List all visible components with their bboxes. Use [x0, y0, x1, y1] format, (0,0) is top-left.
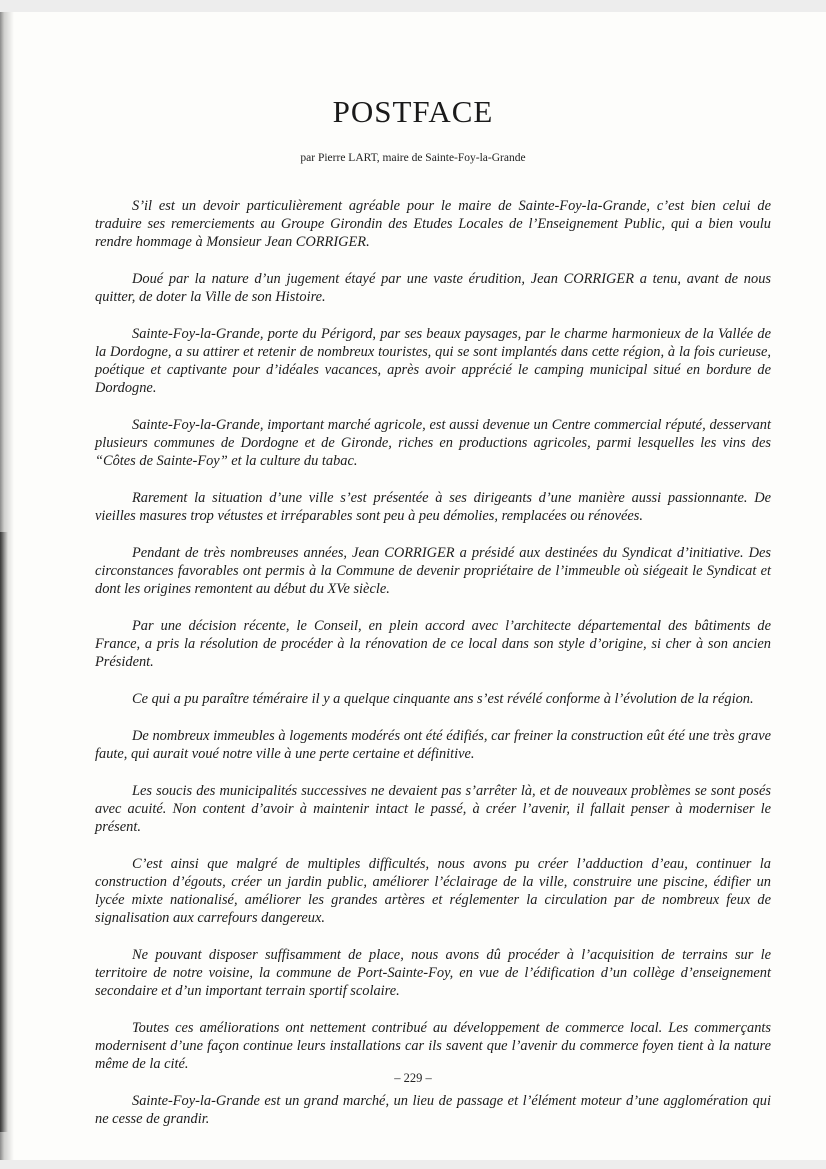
paragraph: Rarement la situation d’une ville s’est présentée à ses dirigeants d’une manière aussi passionnante. De vieilles masures trop vétustes et irréparables sont peu à peu démolies, remplacées ou rénovées.	[95, 490, 771, 524]
paragraph: Sainte-Foy-la-Grande est un grand marché, un lieu de passage et l’élément moteur d’une agglomération qui ne cesse de grandir.	[95, 1093, 771, 1127]
paragraph: C’est ainsi que malgré de multiples difficultés, nous avons pu créer l’adduction d’eau, continuer la construction d’égouts, créer un jardin public, améliorer l’éclairage de la ville, construire une piscine, édifier un lycée mixte nationalisé, améliorer les grandes artères et réglementer la circulation par de nombreux feux de signalisation aux carrefours dangereux.	[95, 856, 771, 926]
body-text	[95, 197, 771, 1147]
page-edge-shadow-lower	[0, 532, 8, 1132]
author-byline: par Pierre LART, maire de Sainte-Foy-la-Grande	[300, 152, 526, 164]
paragraph: Toutes ces améliorations ont nettement contribué au développement de commerce local. Les commerçants modernisent d’une façon continue leurs installations car ils savent que l’avenir du commerce foyen tient à la nature même de la cité.	[95, 1020, 771, 1072]
paragraph: Pendant de très nombreuses années, Jean CORRIGER a présidé aux destinées du Syndicat d’initiative. Des circonstances favorables ont permis à la Commune de devenir propriétaire de l’immeuble où siégeait le Syndicat et dont les origines remontent au début du XVe siècle.	[95, 545, 771, 597]
paragraph: Doué par la nature d’un jugement étayé par une vaste érudition, Jean CORRIGER a tenu, avant de nous quitter, de doter la Ville de son Histoire.	[95, 271, 771, 305]
paragraph: Les soucis des municipalités successives ne devaient pas s’arrêter là, et de nouveaux problèmes se sont posés avec acuité. Non content d’avoir à maintenir intact le passé, à créer l’avenir, il fallait penser à moderniser le présent.	[95, 783, 771, 835]
document-page	[0, 12, 826, 1160]
paragraph: S’il est un devoir particulièrement agréable pour le maire de Sainte-Foy-la-Grande, c’est bien celui de traduire ses remerciements au Groupe Girondin des Etudes Locales de l’Enseignement Public, qui a bien voulu rendre hommage à Monsieur Jean CORRIGER.	[95, 198, 771, 250]
paragraph: Sainte-Foy-la-Grande, porte du Périgord, par ses beaux paysages, par le charme harmonieux de la Vallée de la Dordogne, a su attirer et retenir de nombreux touristes, qui se sont implantés dans cette région, à la fois curieuse, poétique et captivante pour d’idéales vacances, après avoir apprécié le camping municipal situé en bordure de Dordogne.	[95, 326, 771, 396]
paragraph: Ce qui a pu paraître téméraire il y a quelque cinquante ans s’est révélé conforme à l’évolution de la région.	[132, 691, 754, 707]
paragraph: De nombreux immeubles à logements modérés ont été édifiés, car freiner la construction eût été une très grave faute, qui aurait voué notre ville à une perte certaine et définitive.	[95, 728, 771, 762]
paragraph: Sainte-Foy-la-Grande, important marché agricole, est aussi devenue un Centre commercial réputé, desservant plusieurs communes de Dordogne et de Gironde, riches en productions agricoles, parmi lesquelles les vins des “Côtes de Sainte-Foy” et la culture du tabac.	[95, 417, 771, 469]
page-number: – 229 –	[394, 1071, 432, 1085]
paragraph: Ne pouvant disposer suffisamment de place, nous avons dû procéder à l’acquisition de terrains sur le territoire de notre voisine, la commune de Port-Sainte-Foy, en vue de l’édification d’un collège d’enseignement secondaire et d’un important terrain sportif scolaire.	[95, 947, 771, 999]
paragraph: Par une décision récente, le Conseil, en plein accord avec l’architecte départemental des bâtiments de France, a pris la résolution de procéder à la rénovation de ce local dans son style d’origine, si cher à son ancien Président.	[95, 618, 771, 670]
page-title: POSTFACE	[332, 94, 494, 129]
